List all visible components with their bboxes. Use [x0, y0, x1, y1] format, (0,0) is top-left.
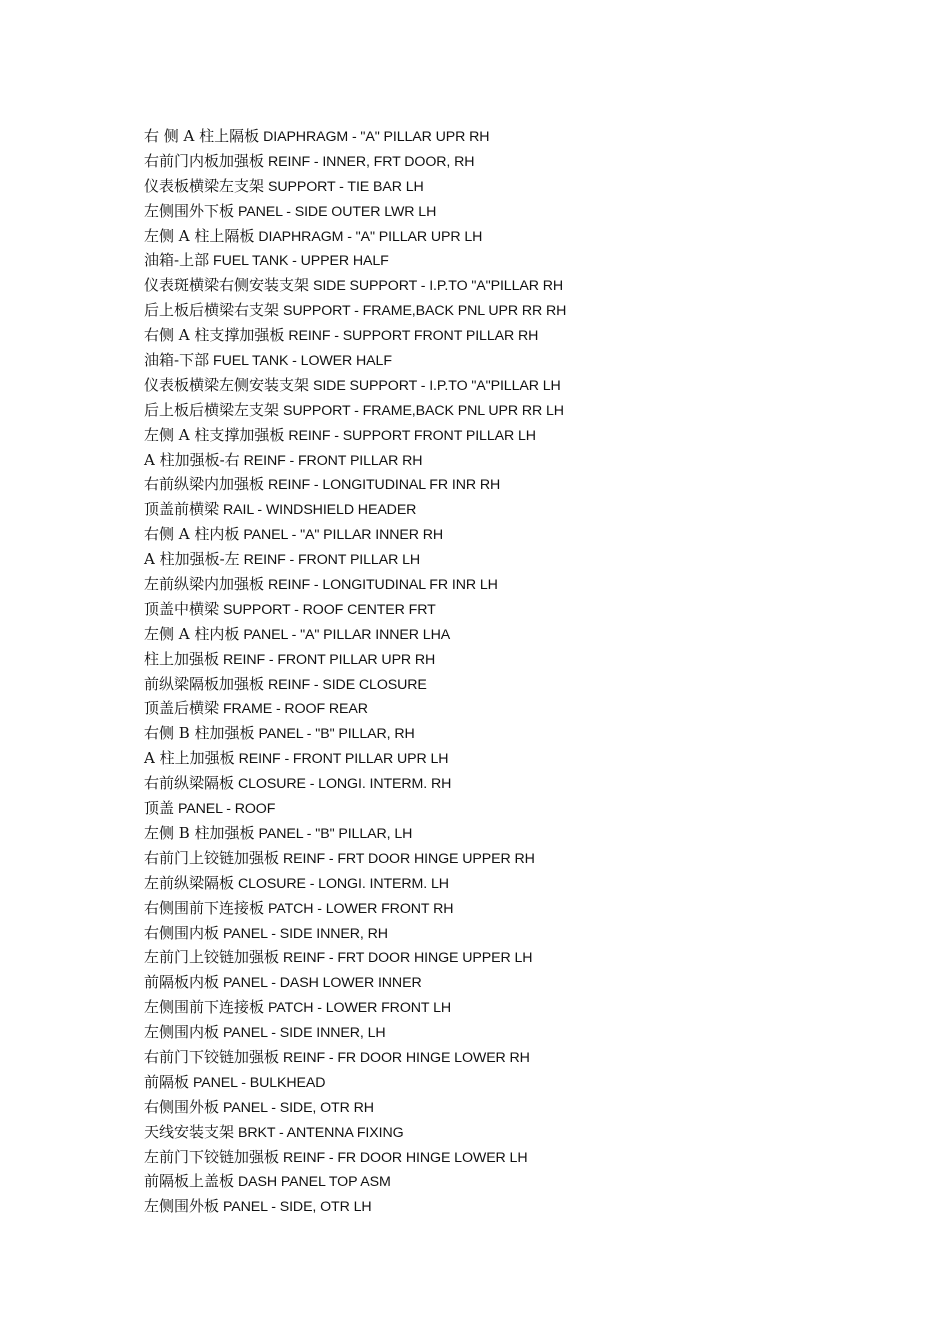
part-entry [144, 448, 884, 473]
part-name-en: REINF - FRONT PILLAR RH [243, 452, 423, 469]
part-name-zh: 右 侧 A 柱上隔板 [144, 127, 260, 145]
part-entry [144, 672, 884, 697]
part-name-en: PATCH - LOWER FRONT RH [267, 900, 454, 917]
part-name-zh: 天线安装支架 [144, 1122, 235, 1141]
part-entry [144, 398, 884, 423]
part-entry [144, 995, 884, 1020]
part-name-en: REINF - LONGITUDINAL FR INR LH [267, 577, 498, 594]
part-entry [144, 622, 884, 647]
part-entry [144, 423, 884, 448]
part-name-zh: 右侧围内板 [144, 923, 220, 942]
part-name-en: SUPPORT - FRAME,BACK PNL UPR RR LH [282, 402, 564, 419]
part-entry [144, 373, 884, 398]
part-name-en: PANEL - SIDE INNER, RH [222, 925, 388, 942]
part-entry [144, 921, 884, 946]
part-name-en: REINF - INNER, FRT DOOR, RH [267, 153, 475, 170]
part-name-en: PANEL - SIDE, OTR RH [222, 1099, 374, 1116]
part-entry [144, 298, 884, 323]
part-entry [144, 124, 884, 149]
part-entry [144, 348, 884, 373]
part-entry [144, 746, 884, 771]
part-entry [144, 1120, 884, 1145]
part-entry [144, 696, 884, 721]
part-name-zh: 后上板后横梁左支架 [144, 400, 280, 419]
part-name-en: DASH PANEL TOP ASM [237, 1174, 391, 1191]
part-name-zh: 顶盖前横梁 [144, 500, 220, 519]
part-name-en: CLOSURE - LONGI. INTERM. LH [237, 875, 449, 892]
part-name-en: REINF - FRONT PILLAR LH [243, 552, 421, 569]
part-name-zh: 前隔板上盖板 [144, 1172, 235, 1191]
part-entry [144, 945, 884, 970]
part-name-en: FUEL TANK - UPPER HALF [213, 253, 389, 270]
part-name-en: PANEL - BULKHEAD [192, 1074, 326, 1091]
part-name-zh: 前纵梁隔板加强板 [144, 674, 265, 693]
part-entry [144, 273, 884, 298]
part-name-zh: 右前门下铰链加强板 [144, 1047, 280, 1066]
part-name-zh: 顶盖中横梁 [144, 599, 220, 618]
part-name-en: SIDE SUPPORT - I.P.TO "A"PILLAR RH [312, 278, 564, 295]
part-name-en: PANEL - SIDE OUTER LWR LH [237, 203, 437, 220]
part-name-zh: 右侧 A 柱支撑加强板 [144, 326, 285, 345]
part-entry [144, 846, 884, 871]
part-entry [144, 149, 884, 174]
part-name-en: PANEL - SIDE INNER, LH [222, 1025, 386, 1042]
part-entry [144, 547, 884, 572]
part-name-en: REINF - FRT DOOR HINGE UPPER RH [282, 850, 535, 867]
part-name-zh: 仪表板横梁左侧安装支架 [144, 375, 310, 394]
part-name-en: PATCH - LOWER FRONT LH [267, 1000, 452, 1017]
part-name-zh: 右侧 B 柱加强板 [144, 724, 255, 743]
part-name-en: PANEL - "A" PILLAR INNER RH [243, 527, 444, 544]
part-entry [144, 522, 884, 547]
part-entry [144, 572, 884, 597]
part-name-zh: 右侧 A 柱内板 [144, 525, 240, 544]
part-name-zh: 油箱-上部 [144, 251, 210, 270]
part-name-en: FRAME - ROOF REAR [222, 701, 368, 718]
part-name-en: REINF - FR DOOR HINGE LOWER LH [282, 1149, 528, 1166]
part-name-en: SIDE SUPPORT - I.P.TO "A"PILLAR LH [312, 377, 561, 394]
part-entry [144, 597, 884, 622]
parts-list [144, 124, 884, 1219]
part-entry [144, 1045, 884, 1070]
part-name-zh: 右前门内板加强板 [144, 151, 265, 170]
part-name-en: PANEL - "B" PILLAR, RH [258, 726, 415, 743]
part-entry [144, 771, 884, 796]
part-name-zh: 左前纵梁隔板 [144, 873, 235, 892]
part-entry [144, 796, 884, 821]
part-entry [144, 871, 884, 896]
part-name-zh: 右前纵梁隔板 [144, 774, 235, 793]
part-entry [144, 323, 884, 348]
part-name-en: PANEL - "A" PILLAR INNER LHA [243, 626, 451, 643]
part-name-zh: 右前纵梁内加强板 [144, 475, 265, 494]
part-name-zh: 右侧围外板 [144, 1097, 220, 1116]
part-name-en: REINF - FR DOOR HINGE LOWER RH [282, 1049, 530, 1066]
part-name-zh: 左前门上铰链加强板 [144, 948, 280, 967]
part-name-en: REINF - FRT DOOR HINGE UPPER LH [282, 950, 533, 967]
part-name-zh: 左侧围外板 [144, 1197, 220, 1216]
part-name-zh: 油箱-下部 [144, 351, 210, 370]
part-name-zh: 前隔板内板 [144, 973, 220, 992]
part-entry [144, 1070, 884, 1095]
part-name-zh: 右侧围前下连接板 [144, 898, 265, 917]
part-name-zh: 左侧围前下连接板 [144, 998, 265, 1017]
part-name-zh: 左前纵梁内加强板 [144, 575, 265, 594]
part-name-zh: 左侧 A 柱支撑加强板 [144, 425, 285, 444]
part-entry [144, 472, 884, 497]
part-name-zh: 左侧 A 柱上隔板 [144, 226, 255, 245]
part-name-zh: 左侧围外下板 [144, 201, 235, 220]
part-name-en: REINF - SUPPORT FRONT PILLAR RH [288, 328, 539, 345]
part-name-zh: 柱上加强板 [144, 649, 220, 668]
part-name-en: FUEL TANK - LOWER HALF [213, 353, 392, 370]
part-name-zh: 左侧 B 柱加强板 [144, 823, 255, 842]
part-entry [144, 199, 884, 224]
part-name-zh: 右前门上铰链加强板 [144, 848, 280, 867]
part-name-en: DIAPHRAGM - "A" PILLAR UPR RH [263, 129, 490, 145]
part-name-en: REINF - SIDE CLOSURE [267, 676, 427, 693]
part-name-zh: 仪表斑横梁右侧安装支架 [144, 276, 310, 295]
part-name-zh: 左侧 A 柱内板 [144, 624, 240, 643]
part-name-en: REINF - LONGITUDINAL FR INR RH [267, 477, 501, 494]
part-entry [144, 1020, 884, 1045]
part-name-en: CLOSURE - LONGI. INTERM. RH [237, 776, 452, 793]
part-name-en: RAIL - WINDSHIELD HEADER [222, 502, 417, 519]
part-entry [144, 970, 884, 995]
part-name-en: DIAPHRAGM - "A" PILLAR UPR LH [258, 228, 483, 245]
part-name-zh: A 柱加强板-左 [144, 550, 240, 569]
part-name-zh: 顶盖后横梁 [144, 699, 220, 718]
part-name-en: REINF - FRONT PILLAR UPR RH [222, 651, 436, 668]
part-name-zh: 左侧围内板 [144, 1023, 220, 1042]
part-name-en: PANEL - ROOF [177, 801, 276, 818]
part-entry [144, 821, 884, 846]
part-entry [144, 248, 884, 273]
part-entry [144, 721, 884, 746]
part-name-zh: A 柱上加强板 [144, 749, 235, 768]
part-entry [144, 1095, 884, 1120]
part-name-en: SUPPORT - FRAME,BACK PNL UPR RR RH [282, 303, 567, 320]
part-name-zh: A 柱加强板-右 [144, 450, 240, 469]
part-entry [144, 1145, 884, 1170]
part-entry [144, 1169, 884, 1194]
part-name-zh: 左前门下铰链加强板 [144, 1147, 280, 1166]
part-entry [144, 647, 884, 672]
part-name-en: PANEL - "B" PILLAR, LH [258, 825, 413, 842]
part-name-en: PANEL - SIDE, OTR LH [222, 1199, 372, 1216]
part-entry [144, 174, 884, 199]
part-name-zh: 前隔板 [144, 1072, 190, 1091]
part-name-en: BRKT - ANTENNA FIXING [237, 1124, 404, 1141]
part-entry [144, 224, 884, 249]
part-entry [144, 896, 884, 921]
part-name-zh: 顶盖 [144, 799, 175, 818]
part-name-en: REINF - SUPPORT FRONT PILLAR LH [288, 427, 536, 444]
part-name-zh: 仪表板横梁左支架 [144, 176, 265, 195]
part-name-en: REINF - FRONT PILLAR UPR LH [238, 751, 449, 768]
part-name-en: SUPPORT - TIE BAR LH [267, 178, 424, 195]
part-name-en: PANEL - DASH LOWER INNER [222, 975, 422, 992]
part-name-en: SUPPORT - ROOF CENTER FRT [222, 601, 436, 618]
part-entry [144, 497, 884, 522]
part-entry [144, 1194, 884, 1219]
part-name-zh: 后上板后横梁右支架 [144, 301, 280, 320]
